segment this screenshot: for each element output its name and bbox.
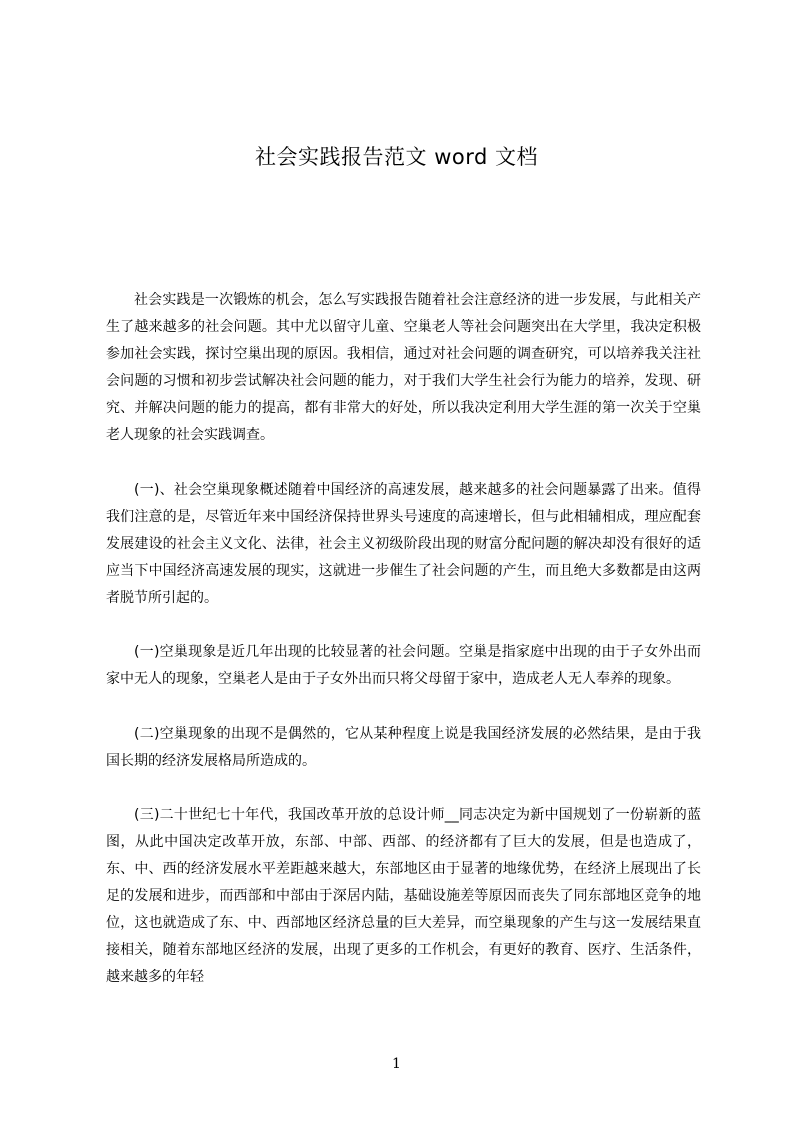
paragraph-economic-history: (三)二十世纪七十年代，我国改革开放的总设计师__同志决定为新中国规划了一份崭新的蓝图，从此中国决定改革开放，东部、中部、西部、的经济都有了巨大的发展，但是也造成了，东、中、西的经济发展水平差距越来越大，东部地区由于显著的地缘优势，在经济上展现出了长足的发展和进步，而西部和中部由于深居内陆，基础设施差等原因而丧失了同东部地区竞争的地位，这也就造成了东、中、西部地区经济总量的巨大差异，而空巢现象的产生与这一发展结果直接相关，随着东部地区经济的发展，出现了更多的工作机会，有更好的教育、医疗、生活条件，越来越多的年轻 [106,807,701,985]
document-title: 社会实践报告范文 word 文档 [255,145,538,169]
page-number: 1 [392,1056,401,1072]
paragraph-empty-nest-definition: (一)空巢现象是近几年出现的比较显著的社会问题。空巢是指家庭中出现的由于子女外出而家中无人的现象，空巢老人是由于子女外出而只将父母留于家中，造成老人无人奉养的现象。 [106,644,701,687]
document-body [106,287,701,1019]
paragraph-intro: 社会实践是一次锻炼的机会，怎么写实践报告随着社会注意经济的进一步发展，与此相关产生了越来越多的社会问题。其中尤以留守儿童、空巢老人等社会问题突出在大学里，我决定积极参加社会实践，探讨空巢出现的原因。我相信，通过对社会问题的调查研究，可以培养我关注社会问题的习惯和初步尝试解决社会问题的能力，对于我们大学生社会行为能力的培养，发现、研究、并解决问题的能力的提高，都有非常大的好处，所以我决定利用大学生涯的第一次关于空巢老人现象的社会实践调查。 [106,292,701,443]
paragraph-empty-nest-cause: (二)空巢现象的出现不是偶然的，它从某种程度上说是我国经济发展的必然结果，是由于我国长期的经济发展格局所造成的。 [106,725,701,769]
paragraph-overview: (一)、社会空巢现象概述随着中国经济的高速发展，越来越多的社会问题暴露了出来。值得我们注意的是，尽管近年来中国经济保持世界头号速度的高速增长，但与此相辅相成，理应配套发展建设的社会主义文化、法律，社会主义初级阶段出现的财富分配问题的解决却没有很好的适应当下中国经济高速发展的现实，这就进一步催生了社会问题的产生，而且绝大多数都是由这两者脱节所引起的。 [106,481,701,606]
